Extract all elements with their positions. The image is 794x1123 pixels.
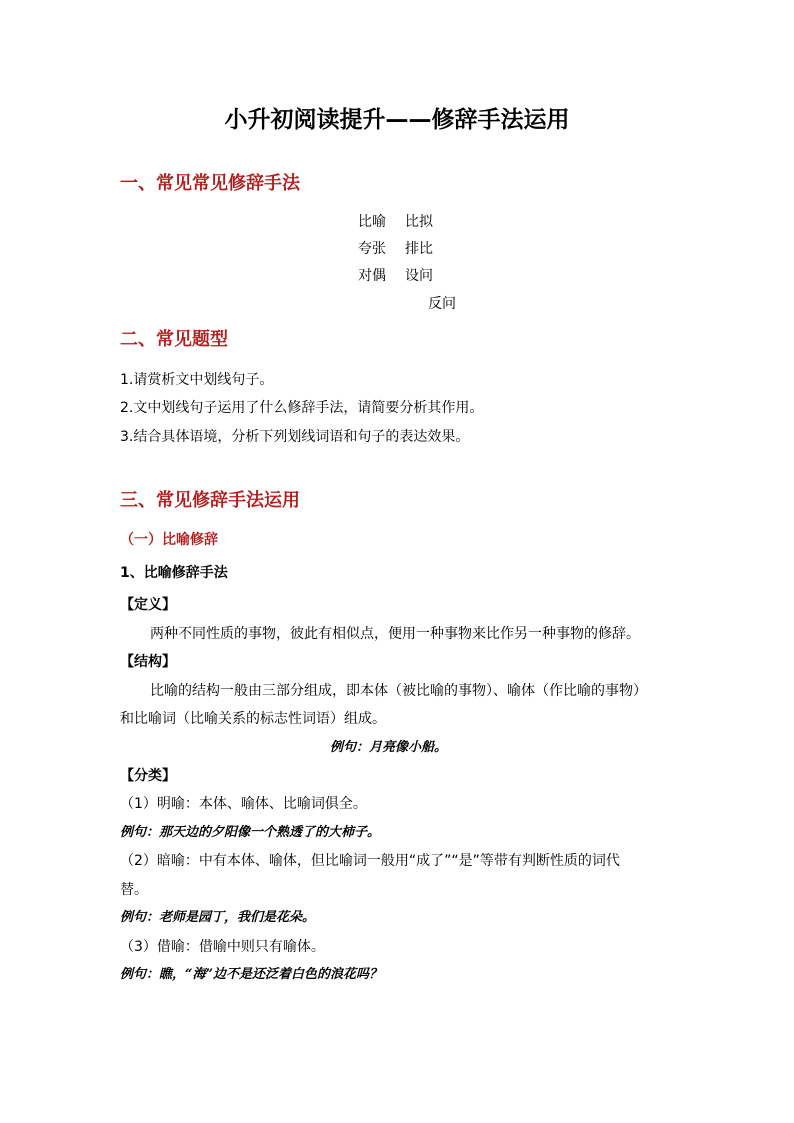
topic-heading: 1、比喻修辞手法 <box>120 565 228 581</box>
metaphor-definition-continued: 替。 <box>120 882 148 898</box>
definition-text: 两种不同性质的事物，彼此有相似点，便用一种事物来比作另一种事物的修辞。 <box>150 626 640 642</box>
simile-example: 例句：那天边的夕阳像一个熟透了的大柿子。 <box>120 825 381 840</box>
question-item: 1.请赏析文中划线句子。 <box>120 372 274 388</box>
page-title: 小升初阅读提升——修辞手法运用 <box>224 107 570 133</box>
section-heading-technique-usage: 三、常见修辞手法运用 <box>120 490 300 511</box>
subheading-metaphor: （一）比喻修辞 <box>120 532 218 548</box>
technique-hypophora: 设问 <box>405 268 433 284</box>
structure-label: 【结构】 <box>120 654 176 670</box>
metaphor-definition: （2）暗喻：中有本体、喻体，但比喻词一般用“成了”“是”等带有判断性质的词代 <box>120 853 620 869</box>
section-heading-question-types: 二、常见题型 <box>120 329 228 350</box>
question-item: 2.文中划线句子运用了什么修辞手法，请简要分析其作用。 <box>120 400 484 416</box>
simile-definition: （1）明喻：本体、喻体、比喻词俱全。 <box>120 796 367 812</box>
metonymy-definition: （3）借喻：借喻中则只有喻体。 <box>120 939 325 955</box>
section-heading-common-techniques: 一、常见常见修辞手法 <box>120 173 300 194</box>
technique-rhetorical-question: 反问 <box>428 296 456 312</box>
structure-text: 比喻的结构一般由三部分组成，即本体（被比喻的事物）、喻体（作比喻的事物） <box>150 683 647 699</box>
classification-label: 【分类】 <box>120 768 176 784</box>
question-item: 3.结合具体语境，分析下列划线词语和句子的表达效果。 <box>120 429 470 445</box>
technique-hyperbole: 夸张 <box>358 241 386 257</box>
structure-text-continued: 和比喻词（比喻关系的标志性词语）组成。 <box>120 711 386 727</box>
technique-personification: 比拟 <box>405 214 433 230</box>
technique-antithesis: 对偶 <box>358 268 386 284</box>
technique-parallelism: 排比 <box>405 241 433 257</box>
technique-metaphor: 比喻 <box>358 214 386 230</box>
metaphor-example: 例句：老师是园丁，我们是花朵。 <box>120 910 316 925</box>
structure-example: 例句：月亮像小船。 <box>330 740 448 755</box>
metonymy-example: 例句：瞧，“海”边不是还泛着白色的浪花吗？ <box>120 967 382 982</box>
definition-label: 【定义】 <box>120 597 176 613</box>
